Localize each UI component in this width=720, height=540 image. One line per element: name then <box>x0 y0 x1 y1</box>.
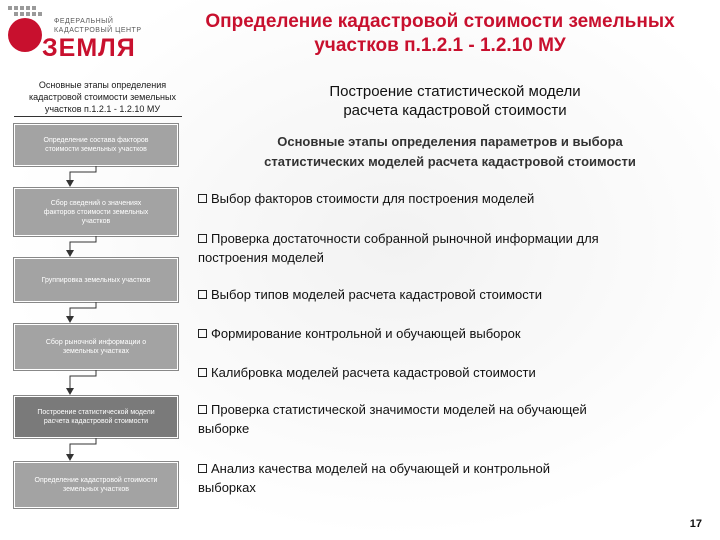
flow-step <box>14 188 178 236</box>
logo-line1: ФЕДЕРАЛЬНЫЙ <box>54 18 114 25</box>
flow-step <box>14 124 178 166</box>
step-line: Определение кадастровой стоимости <box>34 477 158 484</box>
caption-line: Основные этапы определения <box>38 80 167 90</box>
step-line: Построение статистической модели <box>37 409 155 416</box>
logo <box>6 4 161 60</box>
checkbox-icon <box>198 405 207 414</box>
checkbox-icon <box>198 368 207 377</box>
list-item <box>198 459 698 497</box>
bullet-text: Выбор типов моделей расчета кадастровой стоимости <box>211 287 543 302</box>
list-item <box>198 229 698 267</box>
bullet-text: построения моделей <box>198 250 324 265</box>
step-line: расчета кадастровой стоимости <box>43 418 149 425</box>
flow-step-active <box>14 396 178 438</box>
logo-word: ЗЕМЛЯ <box>42 34 136 62</box>
checkbox-icon <box>198 290 207 299</box>
bullet-text: выборках <box>198 480 256 495</box>
checkbox-icon <box>198 464 207 473</box>
subheading-line: Основные этапы определения параметров и выбора <box>277 134 623 149</box>
flow-step <box>14 258 178 302</box>
title-line: участков п.1.2.1 - 1.2.10 МУ <box>314 35 566 56</box>
caption-line: участков п.1.2.1 - 1.2.10 МУ <box>44 104 161 114</box>
subheading-line: статистических моделей расчета кадастровой стоимости <box>264 154 636 169</box>
step-line: Сбор рыночной информации о <box>45 339 147 346</box>
checkbox-icon <box>198 234 207 243</box>
step-line: Сбор сведений о значениях <box>50 199 142 207</box>
bullet-text: Проверка достаточности собранной рыночной информации для <box>211 231 599 246</box>
checkbox-icon <box>198 329 207 338</box>
bullet-text: Анализ качества моделей на обучающей и контрольной <box>211 461 551 476</box>
section-heading <box>230 82 680 120</box>
heading-line: Построение статистической модели <box>329 83 581 100</box>
bullet-text: Проверка статистической значимости моделей на обучающей <box>211 402 587 417</box>
caption-divider <box>14 116 182 117</box>
step-line: факторов стоимости земельных <box>43 208 149 216</box>
title-line: Определение кадастровой стоимости земельных <box>205 11 675 32</box>
checkbox-icon <box>198 194 207 203</box>
left-caption <box>20 79 185 115</box>
heading-line: расчета кадастровой стоимости <box>343 102 567 119</box>
bullet-text: Выбор факторов стоимости для построения моделей <box>211 191 535 206</box>
page-title <box>160 10 720 58</box>
bullet-text: выборке <box>198 421 250 436</box>
flow-step <box>14 462 178 508</box>
flow-step <box>14 324 178 370</box>
step-line: Группировка земельных участков <box>41 276 151 284</box>
step-line: земельных участках <box>63 348 129 355</box>
page-number: 17 <box>689 518 702 530</box>
list-item <box>198 189 698 208</box>
step-line: Определение состава факторов <box>43 137 149 144</box>
step-line: стоимости земельных участков <box>45 146 147 153</box>
list-item <box>198 400 698 438</box>
logo-circle-icon <box>8 18 42 52</box>
bullet-text: Формирование контрольной и обучающей выборок <box>211 326 521 341</box>
list-item <box>198 324 698 343</box>
list-item <box>198 363 698 382</box>
bullet-text: Калибровка моделей расчета кадастровой стоимости <box>211 365 536 380</box>
step-line: участков <box>81 217 111 225</box>
step-line: земельных участков <box>62 486 130 493</box>
logo-line2: КАДАСТРОВЫЙ ЦЕНТР <box>54 27 142 34</box>
caption-line: кадастровой стоимости земельных <box>29 92 176 102</box>
section-subheading <box>200 132 700 172</box>
list-item <box>198 285 698 304</box>
